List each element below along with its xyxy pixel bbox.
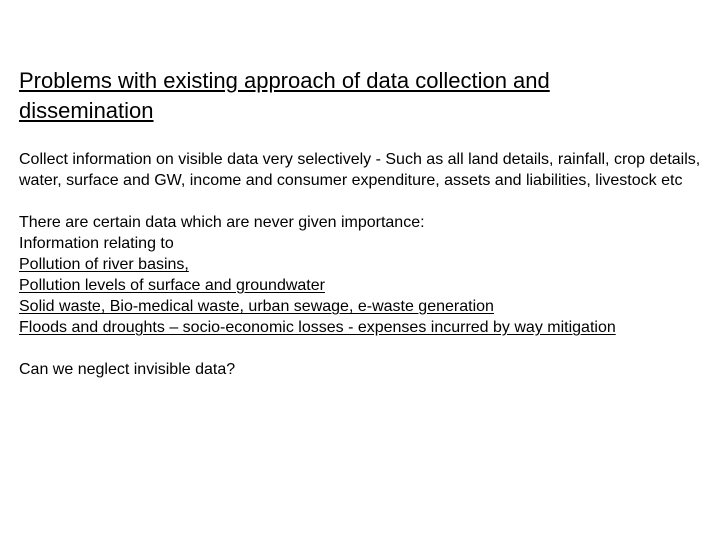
neglected-data-item: Solid waste, Bio-medical waste, urban sewage, e-waste generation [19, 298, 494, 315]
slide [19, 0, 709, 540]
slide-body [19, 149, 709, 380]
neglected-data-item: Pollution of river basins, [19, 256, 189, 273]
paragraph-spacer [19, 191, 709, 212]
neglected-data-lead: Information relating to [19, 235, 174, 252]
slide-title-text: Problems with existing approach of data collection and dissemination [19, 68, 550, 123]
visible-data-paragraph: Collect information on visible data very selectively - Such as all land details, rainfall, crop details, water, surface and GW, income and consumer expenditure, assets and liabilities, livestock etc [19, 151, 701, 189]
neglected-data-item: Floods and droughts – socio-economic losses - expenses incurred by way mitigation [19, 319, 616, 336]
slide-title [19, 66, 659, 126]
neglected-data-intro: There are certain data which are never given importance: [19, 214, 425, 231]
neglected-data-item: Pollution levels of surface and groundwater [19, 277, 325, 294]
paragraph-spacer [19, 338, 709, 359]
closing-question: Can we neglect invisible data? [19, 361, 236, 378]
neglected-data-paragraph [19, 212, 709, 338]
